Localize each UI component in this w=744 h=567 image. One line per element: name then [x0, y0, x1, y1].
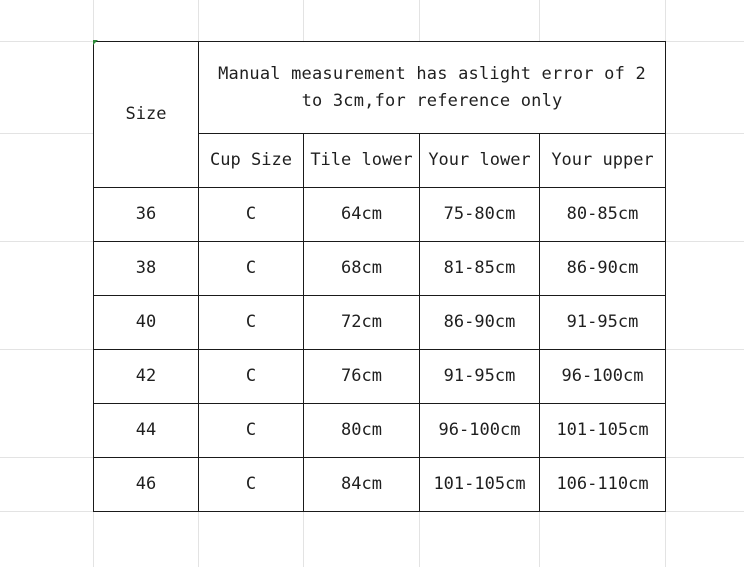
tile-lower-header: Tile lower: [310, 150, 413, 170]
your-upper-header-cell[interactable]: [540, 134, 666, 188]
your-lower-cell[interactable]: 96-100cm: [420, 404, 540, 458]
cup-cell[interactable]: C: [199, 296, 304, 350]
table-row: [94, 404, 666, 458]
your-upper-cell[interactable]: 91-95cm: [540, 296, 666, 350]
size-cell[interactable]: 40: [94, 296, 199, 350]
your-upper-cell[interactable]: 101-105cm: [540, 404, 666, 458]
size-cell[interactable]: 38: [94, 242, 199, 296]
measurement-note: Manual measurement has aslight error of 2 to 3cm,for reference only: [218, 63, 646, 111]
your-lower-cell[interactable]: 75-80cm: [420, 188, 540, 242]
table-row: [94, 188, 666, 242]
tile-lower-cell[interactable]: 80cm: [304, 404, 420, 458]
table-row: [94, 350, 666, 404]
cup-cell[interactable]: C: [199, 350, 304, 404]
size-header-cell[interactable]: [94, 42, 199, 188]
size-chart: [93, 41, 666, 512]
table-row: [94, 458, 666, 512]
tile-lower-cell[interactable]: 76cm: [304, 350, 420, 404]
your-upper-cell[interactable]: 96-100cm: [540, 350, 666, 404]
size-cell[interactable]: 44: [94, 404, 199, 458]
cup-cell[interactable]: C: [199, 242, 304, 296]
tile-lower-header-cell[interactable]: [304, 134, 420, 188]
your-lower-cell[interactable]: 81-85cm: [420, 242, 540, 296]
tile-lower-cell[interactable]: 68cm: [304, 242, 420, 296]
tile-lower-cell[interactable]: 64cm: [304, 188, 420, 242]
selected-cell-marker: [93, 40, 98, 45]
size-cell[interactable]: 36: [94, 188, 199, 242]
cup-size-header: Cup Size: [210, 150, 292, 170]
your-lower-cell[interactable]: 101-105cm: [420, 458, 540, 512]
cup-cell[interactable]: C: [199, 458, 304, 512]
your-lower-header: Your lower: [428, 150, 531, 170]
size-cell[interactable]: 46: [94, 458, 199, 512]
table-row: [94, 296, 666, 350]
size-header: Size: [125, 104, 167, 124]
note-cell[interactable]: [199, 42, 666, 134]
your-lower-cell[interactable]: 91-95cm: [420, 350, 540, 404]
cup-cell[interactable]: C: [199, 188, 304, 242]
size-cell[interactable]: 42: [94, 350, 199, 404]
tile-lower-cell[interactable]: 72cm: [304, 296, 420, 350]
your-upper-cell[interactable]: 106-110cm: [540, 458, 666, 512]
your-upper-header: Your upper: [551, 150, 654, 170]
cup-size-header-cell[interactable]: [199, 134, 304, 188]
your-upper-cell[interactable]: 86-90cm: [540, 242, 666, 296]
cup-cell[interactable]: C: [199, 404, 304, 458]
your-lower-cell[interactable]: 86-90cm: [420, 296, 540, 350]
your-upper-cell[interactable]: 80-85cm: [540, 188, 666, 242]
table-row: [94, 242, 666, 296]
size-table: [93, 41, 666, 512]
tile-lower-cell[interactable]: 84cm: [304, 458, 420, 512]
your-lower-header-cell[interactable]: [420, 134, 540, 188]
